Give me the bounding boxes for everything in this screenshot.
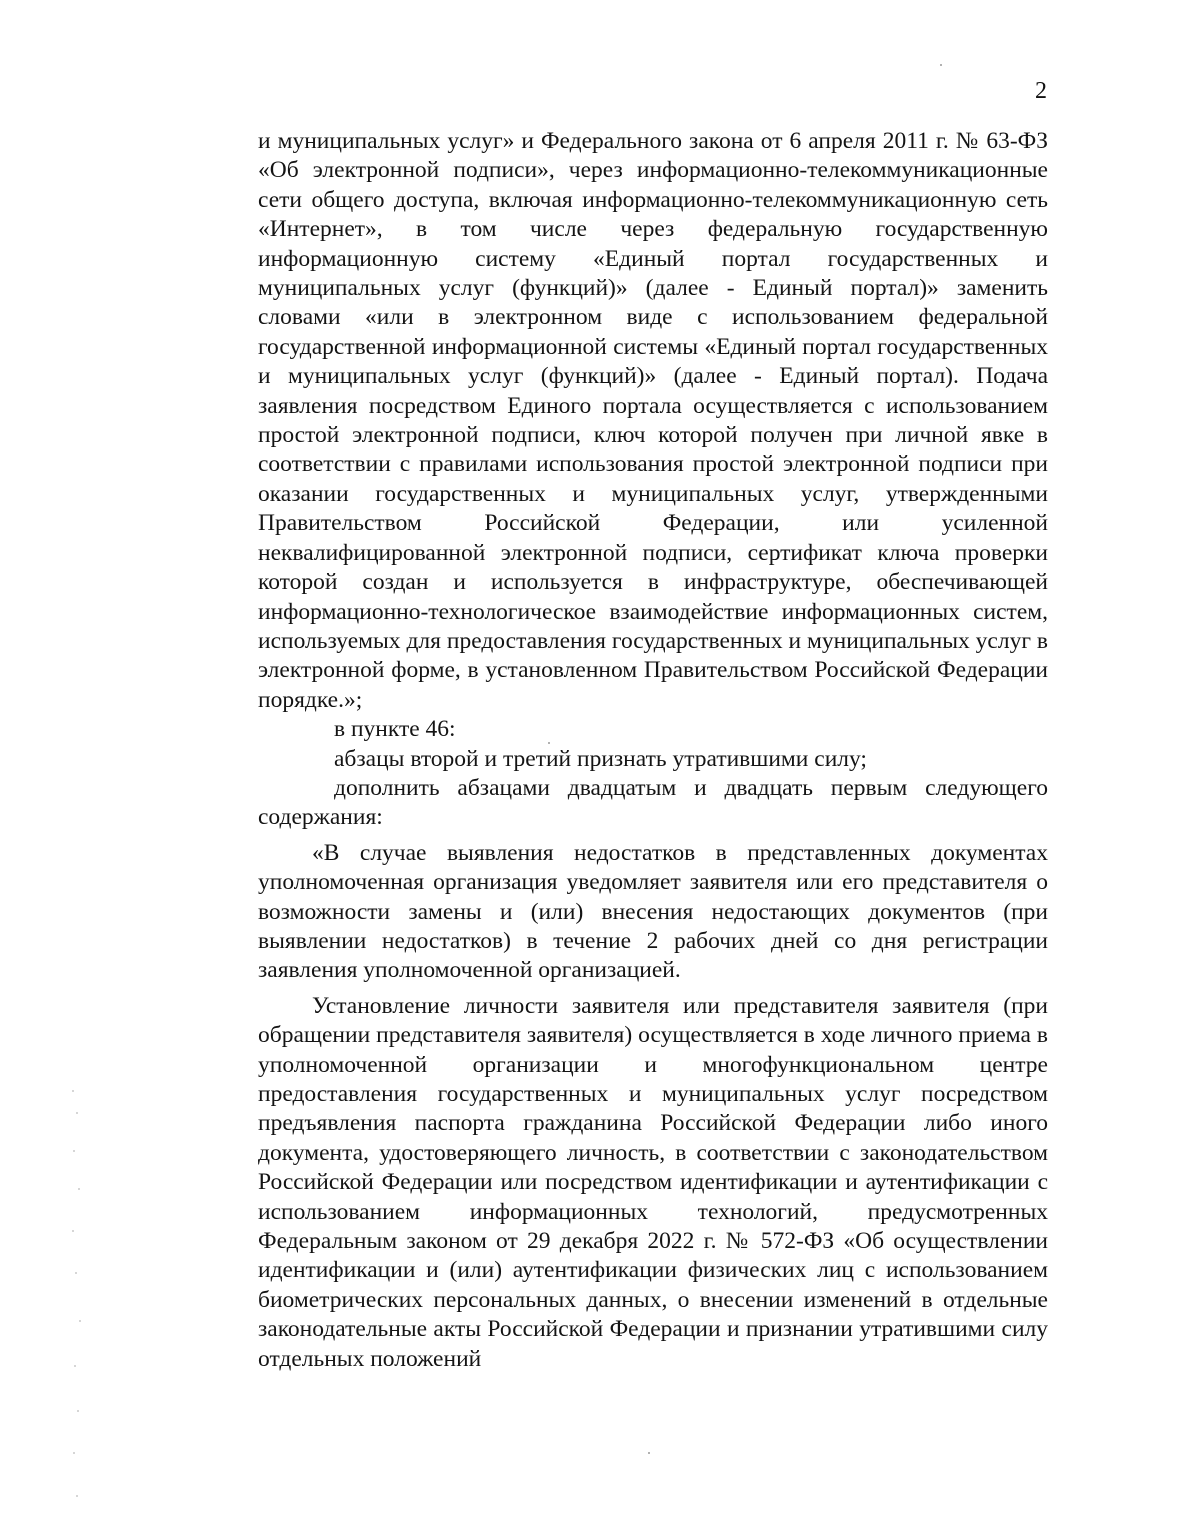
scan-speck [940, 64, 942, 66]
document-body [258, 127, 1048, 1374]
paragraph-2: в пункте 46: [334, 716, 456, 743]
paragraph-5: «В случае выявления недостатков в представленных документах уполномоченная организация уведомляет заявителя или его представителя о возможности замены и (или) внесения недостающих документов (при выявлении недостатков) в течение 2 рабочих дней со дня регистрации заявления уполномоченной организацией. [258, 839, 1048, 984]
paragraph-3: абзацы второй и третий признать утратившими силу; [334, 745, 867, 772]
paragraph-4: дополнить абзацами двадцатым и двадцать первым следующего содержания: [258, 774, 1048, 831]
paragraph-6: Установление личности заявителя или представителя заявителя (при обращении представителя заявителя) осуществляется в ходе личного приема в уполномоченной организации и многофункциональном центре предоставления государственных и муниципальных услуг посредством предъявления паспорта гражданина Российской Федерации либо иного документа, удостоверяющего личность, в соответствии с законодательством Российской Федерации или посредством идентификации и аутентификации с использованием информационных технологий, предусмотренных Федеральным законом от 29 декабря 2022 г. № 572-ФЗ «Об осуществлении идентификации и (или) аутентификации физических лиц с использованием биометрических персональных данных, о внесении изменений в отдельные законодательные акты Российской Федерации и признании утратившими силу отдельных положений [258, 992, 1048, 1372]
scan-speck [648, 1452, 650, 1454]
paragraph-1: и муниципальных услуг» и Федерального закона от 6 апреля 2011 г. № 63-ФЗ «Об электронной подписи», через информационно-телекоммуникационные сети общего доступа, включая информационно-телекоммуникационную сеть «Интернет», в том числе через федеральную государственную информационную систему «Единый портал государственных и муниципальных услуг (функций)» (далее - Единый портал)» заменить словами «или в электронном виде с использованием федеральной государственной информационной системы «Единый портал государственных и муниципальных услуг (функций)» (далее - Единый портал). Подача заявления посредством Единого портала осуществляется с использованием простой электронной подписи, ключ которой получен при личной явке в соответствии с правилами использования простой электронной подписи при оказании государственных и муниципальных услуг, утвержденными Правительством Российской Федерации, или усиленной неквалифицированной электронной подписи, сертификат ключа проверки которой создан и используется в инфраструктуре, обеспечивающей информационно-технологическое взаимодействие информационных систем, используемых для предоставления государственных и муниципальных услуг в электронной форме, в установленном Правительством Российской Федерации порядке.»; [258, 128, 1048, 713]
scan-noise-marks [70, 1090, 84, 1510]
page-number: 2 [1035, 78, 1047, 104]
scan-speck [548, 742, 550, 744]
